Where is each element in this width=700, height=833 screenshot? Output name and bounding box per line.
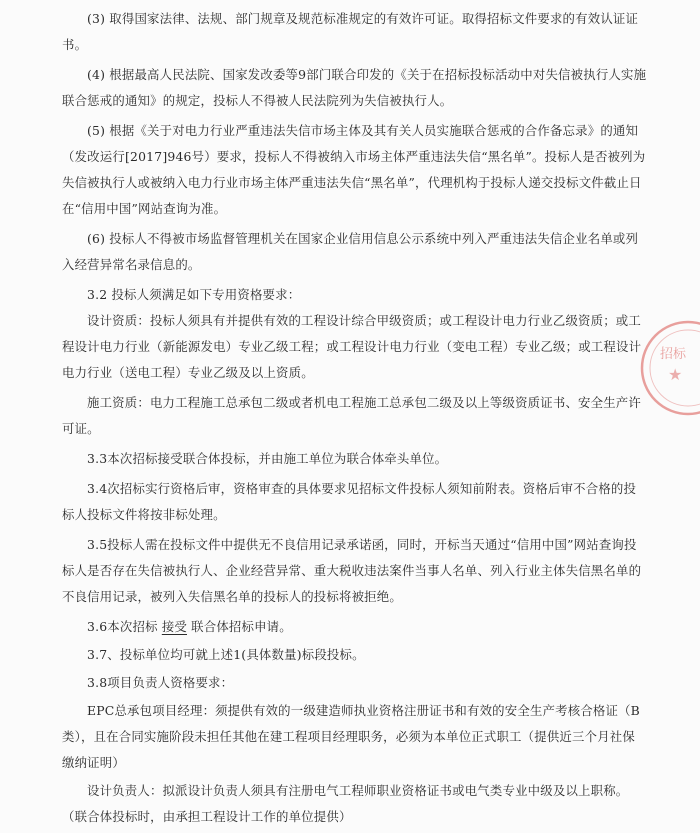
- paragraph-item-5: (5) 根据《关于对电力行业严重违法失信市场主体及其有关人员实施联合惩戒的合作备忘录》的通知（发改运行[2017]946号）要求，投标人不得被纳入市场主体严重违法失信“黑名单”。投标人是否被列为失信被执行人或被纳入电力行业市场主体严重违法失信“黑名单”，代理机构于投标人递交投标文件截止日在“信用中国”网站查询为准。: [62, 123, 646, 216]
- section-3-7: 3.7、投标单位均可就上述1(具体数量)标段投标。: [87, 647, 365, 662]
- seal-text: 招标: [660, 347, 687, 362]
- paragraph-item-3: (3) 取得国家法律、法规、部门规章及规范标准规定的有效许可证。取得招标文件要求的有效认证证书。: [62, 11, 639, 52]
- section-3-4: 3.4次招标实行资格后审，资格审查的具体要求见招标文件投标人须知前附表。资格后审不合格的投标人投标文件将按非标处理。: [62, 481, 637, 522]
- paragraph-item-4: (4) 根据最高人民法院、国家发改委等9部门联合印发的《关于在招标投标活动中对失信被执行人实施联合惩戒的通知》的规定，投标人不得被人民法院列为失信被执行人。: [62, 67, 647, 108]
- section-3-5: 3.5投标人需在投标文件中提供无不良信用记录承诺函，同时，开标当天通过“信用中国”网站查询投标人是否存在失信被执行人、企业经营异常、重大税收违法案件当事人名单、列入行业主体失信黑名单的不良信用记录，被列入失信黑名单的投标人的投标将被拒绝。: [62, 537, 642, 604]
- paragraph-item-6: (6) 投标人不得被市场监督管理机关在国家企业信用信息公示系统中列入严重违法失信企业名单或列入经营异常名录信息的。: [62, 231, 639, 272]
- section-3-6-underlined-value: 接受: [161, 619, 187, 634]
- seal-star-icon: ★: [668, 365, 683, 384]
- design-lead: 设计负责人：拟派设计负责人须具有注册电气工程师职业资格证书或电气类专业中级及以上职称。（联合体投标时，由承担工程设计工作的单位提供）: [62, 783, 629, 824]
- official-seal-stamp: [638, 318, 700, 418]
- section-3-6: [62, 614, 647, 640]
- section-3-3: 3.3本次招标接受联合体投标，并由施工单位为联合体牵头单位。: [87, 451, 448, 466]
- design-qualification: 设计资质：投标人须具有并提供有效的工程设计综合甲级资质；或工程设计电力行业乙级资质；或工程设计电力行业（新能源发电）专业乙级工程；或工程设计电力行业（变电工程）专业乙级；或工程设计电力行业（送电工程）专业乙级及以上资质。: [62, 313, 642, 380]
- construction-qualification: 施工资质：电力工程施工总承包二级或者机电工程施工总承包二级及以上等级资质证书、安全生产许可证。: [62, 395, 641, 436]
- epc-project-manager: EPC总承包项目经理：须提供有效的一级建造师执业资格注册证书和有效的安全生产考核合格证（B类），且在合同实施阶段未担任其他在建工程项目经理职务，必须为本单位正式职工（提供近三个月社保缴纳证明）: [62, 703, 640, 770]
- section-3-2-heading: 3.2 投标人须满足如下专用资格要求：: [87, 287, 301, 302]
- section-3-6-prefix: 3.6本次招标: [87, 619, 162, 634]
- section-3-6-suffix: 联合体招标申请。: [187, 619, 292, 634]
- section-3-8-heading: 3.8项目负责人资格要求：: [87, 675, 234, 690]
